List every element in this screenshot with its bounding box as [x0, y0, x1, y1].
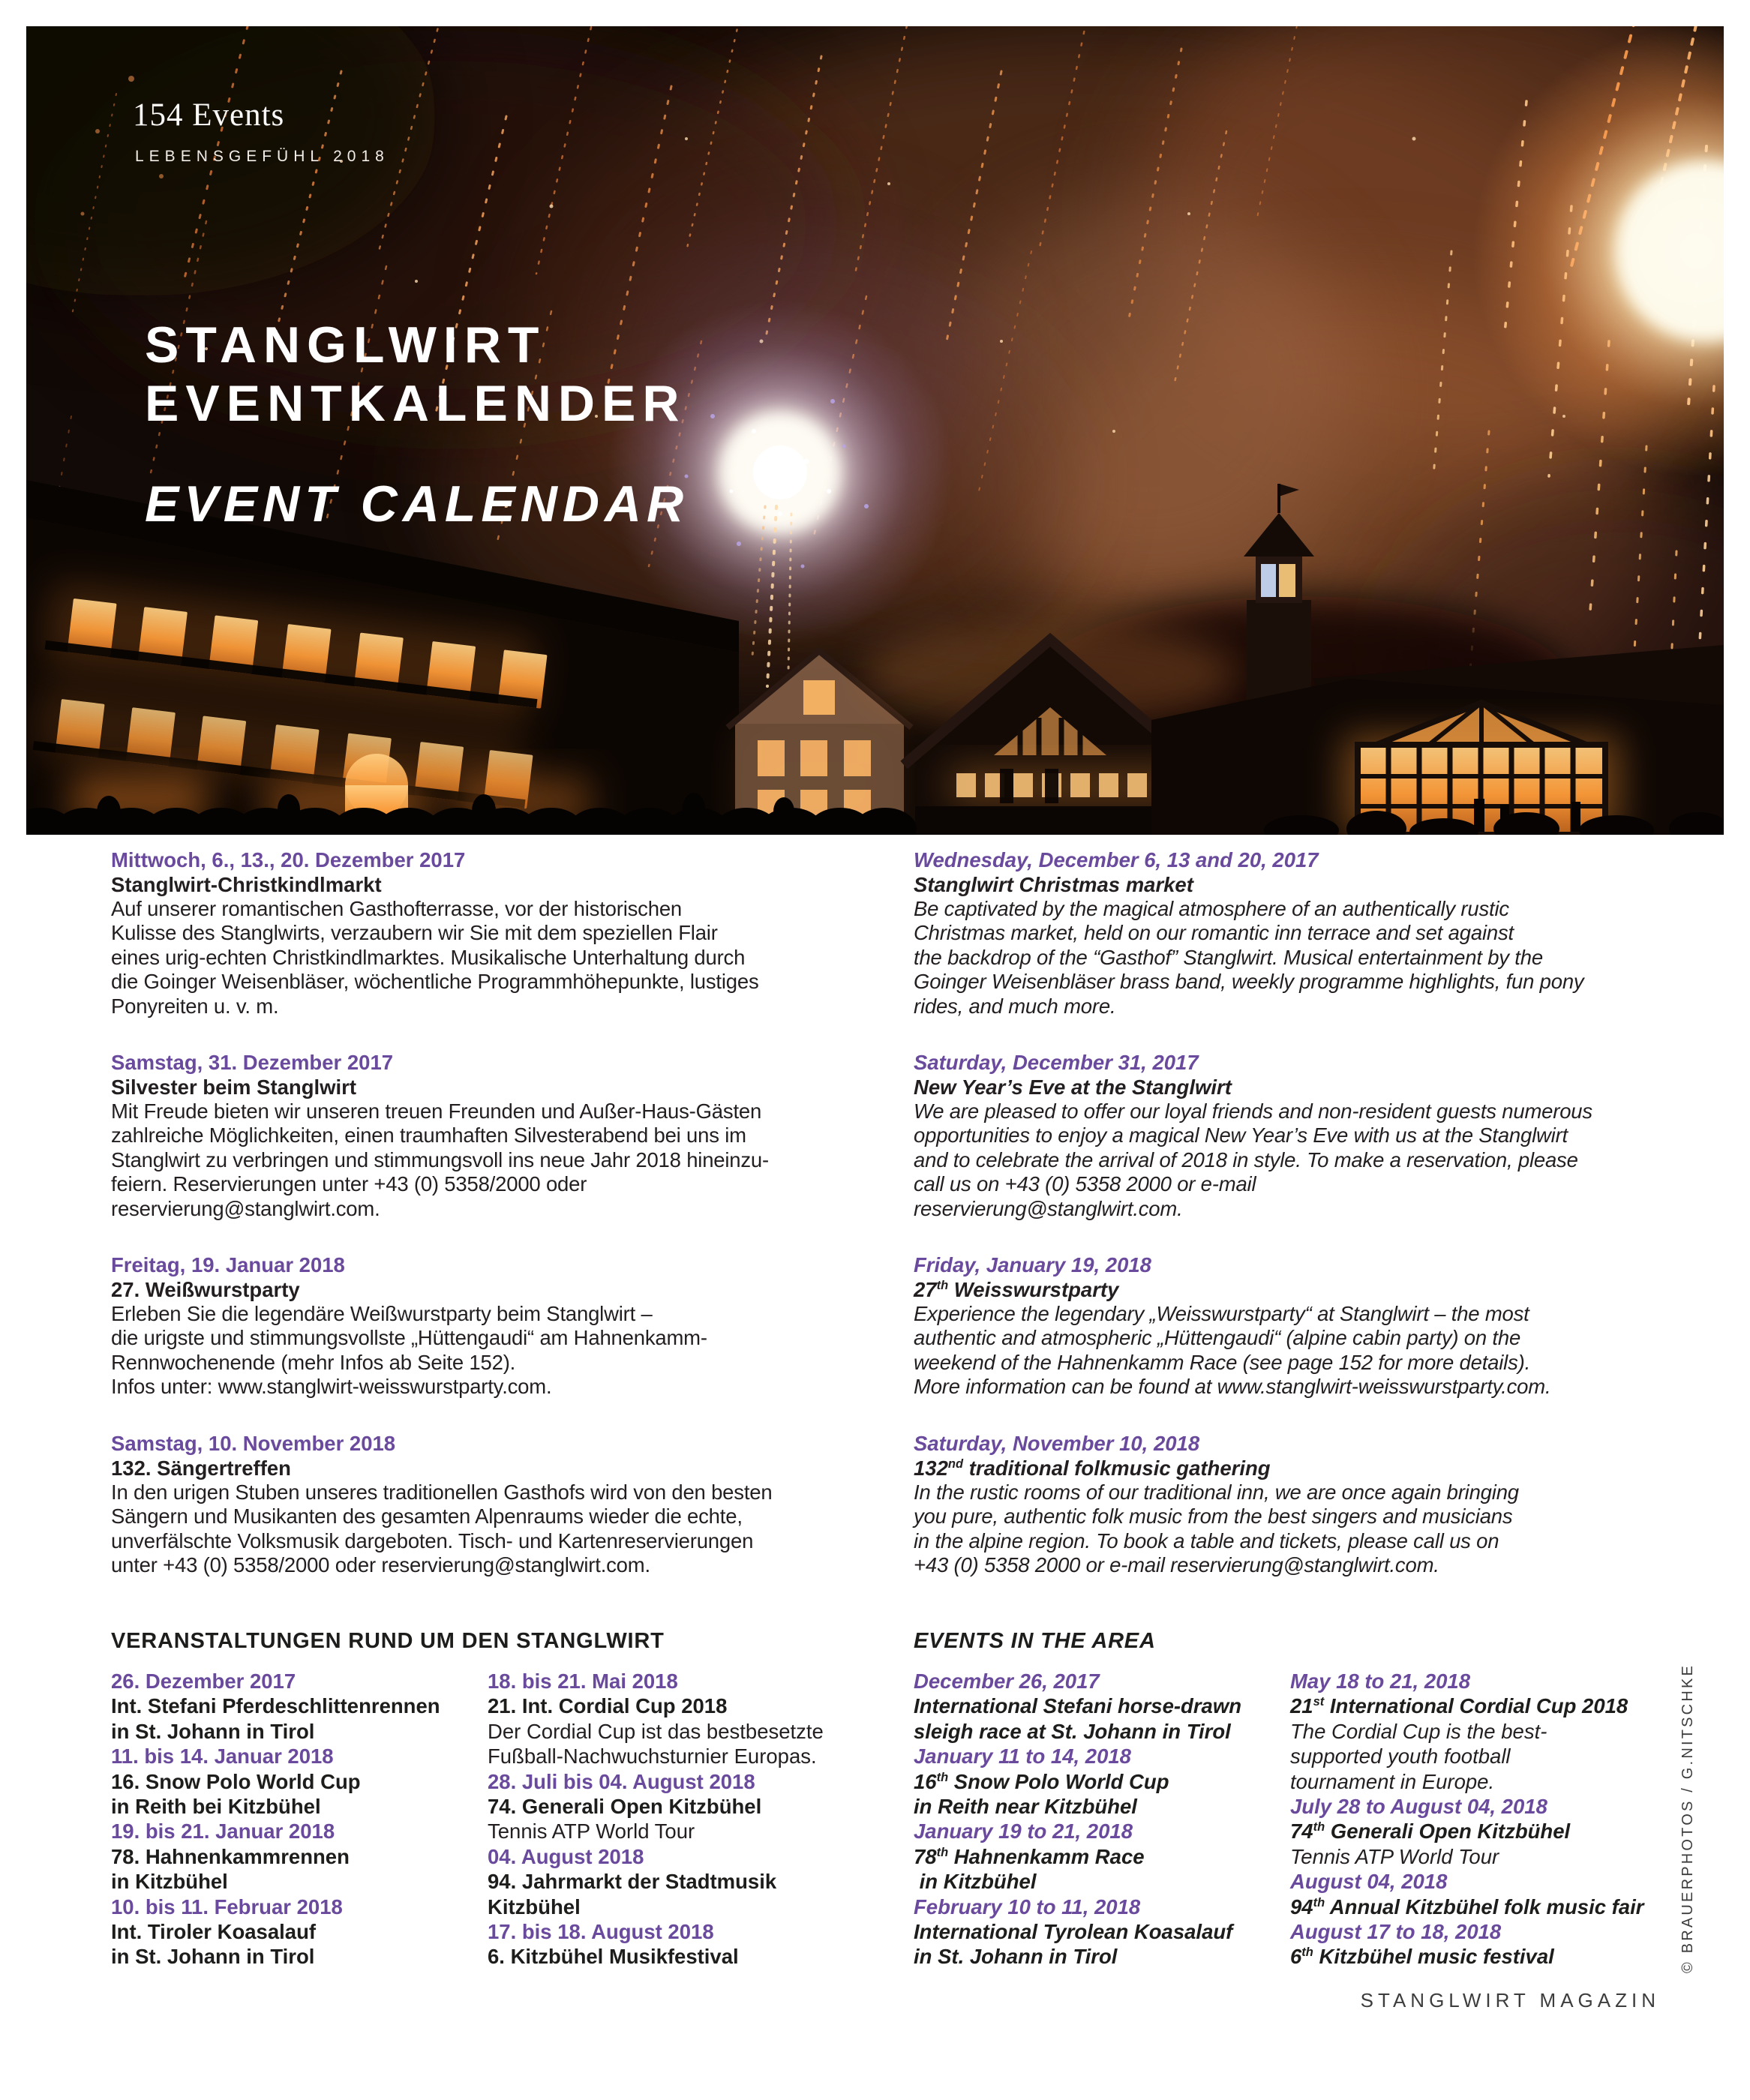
text-segment: Generali Open Kitzbühel [1325, 1820, 1571, 1844]
area-item [1290, 1944, 1643, 1969]
event-body-line: weekend of the Hahnenkamm Race (see page 152 for more details). [914, 1350, 1531, 1374]
text-segment: February 10 to 11, 2018 [914, 1894, 1141, 1918]
event-title [914, 1277, 1701, 1302]
text-segment: Snow Polo World Cup [948, 1769, 1169, 1793]
text-segment: Weisswurstparty [948, 1278, 1119, 1302]
event-body-line: We are pleased to offer our loyal friends and non-resident guests numerous [914, 1100, 1592, 1124]
event-body-line: the backdrop of the “Gasthof” Stanglwirt. Musical entertainment by the [914, 945, 1543, 969]
text-segment: Stanglwirt-Christkindlmarkt [111, 873, 382, 896]
event-body-line: Mit Freude bieten wir unseren treuen Freunden und Außer-Haus-Gästen [111, 1100, 762, 1124]
area-item [488, 1894, 824, 1919]
area-item [914, 1919, 1290, 1944]
event-body-line: die urigste und stimmungsvollste „Hüttengaudi“ am Hahnenkamm- [111, 1326, 707, 1350]
event-title [111, 1075, 899, 1100]
area-item [1290, 1694, 1643, 1718]
magazine-footer-label: STANGLWIRT MAGAZIN [1360, 1989, 1660, 2012]
text-segment: 132. Sängertreffen [111, 1456, 291, 1480]
event-body-line: In the rustic rooms of our traditional inn, we are once again bringing [914, 1480, 1519, 1504]
text-segment: December 26, 2017 [914, 1670, 1100, 1693]
event-body-line: zahlreiche Möglichkeiten, einen traumhaften Silvesterabend bei uns im [111, 1124, 746, 1148]
ordinal-suffix: st [1313, 1695, 1325, 1709]
area-item [1290, 1769, 1643, 1794]
area-item [488, 1819, 824, 1844]
text-segment: Int. Tiroler Koasalauf [111, 1920, 317, 1944]
photo-credit: © BRAUERPHOTOS / G.NITSCHKE [1679, 1663, 1696, 1973]
event-body [914, 1302, 1701, 1400]
event-body [914, 1100, 1701, 1221]
area-item [1290, 1669, 1643, 1694]
text-segment: Annual Kitzbühel folk music fair [1325, 1894, 1644, 1918]
events-column-english [914, 848, 1701, 1609]
event-date: Saturday, November 10, 2018 [914, 1431, 1200, 1455]
event-title [111, 1456, 899, 1480]
event-body-line: Auf unserer romantischen Gasthofterrasse, vor der historischen [111, 897, 683, 920]
event-body-line: Ponyreiten u. v. m. [111, 994, 279, 1018]
area-item [914, 1819, 1290, 1844]
area-item [914, 1769, 1290, 1794]
area-item [914, 1744, 1290, 1768]
area-item [1290, 1869, 1643, 1894]
text-segment: New Year’s Eve at the Stanglwirt [914, 1076, 1232, 1100]
text-segment: 10. bis 11. Februar 2018 [111, 1894, 343, 1918]
area-item [111, 1719, 488, 1744]
event-body-line: More information can be found at www.stanglwirt-weisswurstparty.com. [914, 1375, 1551, 1399]
area-item [111, 1844, 488, 1869]
event-title [111, 1277, 899, 1302]
area-item [488, 1694, 824, 1718]
text-segment: in St. Johann in Tirol [914, 1945, 1118, 1969]
area-item [1290, 1819, 1643, 1844]
text-segment: 21 [1290, 1694, 1313, 1718]
text-segment: 94 [1290, 1894, 1313, 1918]
event-date: Mittwoch, 6., 13., 20. Dezember 2017 [111, 848, 466, 872]
area-item [914, 1719, 1290, 1744]
area-english-column-2 [1290, 1669, 1643, 1970]
area-item [914, 1694, 1290, 1718]
area-item [111, 1794, 488, 1819]
event-body-line: Experience the legendary „Weisswurstparty“ at Stanglwirt – the most [914, 1302, 1529, 1326]
area-header-english: EVENTS IN THE AREA [914, 1629, 1156, 1653]
area-item [111, 1744, 488, 1768]
text-segment: International Tyrolean Koasalauf [914, 1920, 1233, 1944]
event-body-line: and to celebrate the arrival of 2018 in style. To make a reservation, please [914, 1148, 1578, 1172]
text-segment: 04. August 2018 [488, 1844, 644, 1868]
area-item [488, 1769, 824, 1794]
text-segment: 27 [914, 1278, 937, 1302]
event-body-line: reservierung@stanglwirt.com. [914, 1196, 1183, 1220]
event-body-line: Goinger Weisenbläser brass band, weekly programme highlights, fun pony [914, 970, 1584, 994]
event-body-line: Stanglwirt zu verbringen und stimmungsvoll ins neue Jahr 2018 hineinzu- [111, 1148, 769, 1172]
area-item [488, 1744, 824, 1768]
event-title [914, 1075, 1701, 1100]
text-segment: 94. Jahrmarkt der Stadtmusik [488, 1870, 777, 1894]
area-item [1290, 1844, 1643, 1869]
text-segment: supported youth football [1290, 1744, 1511, 1768]
event-date: Samstag, 10. November 2018 [111, 1431, 396, 1455]
event-section [111, 1252, 899, 1400]
area-item [1290, 1919, 1643, 1944]
text-segment: 11. bis 14. Januar 2018 [111, 1744, 334, 1768]
ordinal-suffix: nd [947, 1456, 964, 1471]
area-item [488, 1794, 824, 1819]
ordinal-suffix: th [936, 1278, 949, 1292]
text-segment: August 17 to 18, 2018 [1290, 1920, 1502, 1944]
page-title-english: EVENT CALENDAR [145, 476, 689, 532]
text-segment: 16. Snow Polo World Cup [111, 1769, 361, 1793]
event-title [914, 1456, 1701, 1480]
area-german-column-1 [111, 1669, 488, 1970]
text-segment: Int. Stefani Pferdeschlittenrennen [111, 1694, 440, 1718]
event-body-line: you pure, authentic folk music from the best singers and musicians [914, 1504, 1513, 1528]
event-body-line: Infos unter: www.stanglwirt-weisswurstparty.com. [111, 1375, 552, 1399]
text-segment: 26. Dezember 2017 [111, 1670, 296, 1693]
text-segment: 18. bis 21. Mai 2018 [488, 1670, 678, 1693]
text-segment: traditional folkmusic gathering [963, 1456, 1271, 1480]
event-body-line: In den urigen Stuben unseres traditionellen Gasthofs wird von den besten [111, 1480, 773, 1504]
area-header-german: VERANSTALTUNGEN RUND UM DEN STANGLWIRT [111, 1629, 665, 1653]
event-body-line: call us on +43 (0) 5358 2000 or e-mail [914, 1172, 1256, 1196]
area-item [488, 1944, 824, 1969]
page-number-kicker: 154 Events [133, 98, 285, 133]
event-title [111, 872, 899, 897]
text-segment: 16 [914, 1769, 937, 1793]
ordinal-suffix: th [1313, 1820, 1325, 1834]
event-body-line: unter +43 (0) 5358/2000 oder reservierung@stanglwirt.com. [111, 1552, 650, 1576]
text-segment: 27. Weißwurstparty [111, 1278, 300, 1302]
area-events-english [914, 1629, 1643, 1970]
event-body [914, 897, 1701, 1018]
text-segment: 17. bis 18. August 2018 [488, 1920, 714, 1944]
event-section [914, 848, 1701, 1018]
event-body-line: in the alpine region. To book a table and tickets, please call us on [914, 1528, 1499, 1552]
text-segment: May 18 to 21, 2018 [1290, 1670, 1471, 1693]
text-segment: Kitzbühel [488, 1894, 581, 1918]
text-segment: Silvester beim Stanglwirt [111, 1076, 357, 1100]
text-segment: Fußball-Nachwuchsturnier Europas. [488, 1744, 817, 1768]
text-segment: Hahnenkamm Race [948, 1844, 1145, 1868]
area-item [1290, 1744, 1643, 1768]
text-segment: in Reith near Kitzbühel [914, 1795, 1137, 1819]
event-body-line: rides, and much more. [914, 994, 1116, 1018]
page-title-german [145, 316, 686, 433]
area-item [488, 1844, 824, 1869]
ordinal-suffix: th [936, 1845, 949, 1859]
area-item [914, 1844, 1290, 1869]
area-item [914, 1869, 1290, 1894]
event-section [914, 1431, 1701, 1578]
event-section [111, 1050, 899, 1221]
event-date: Friday, January 19, 2018 [914, 1253, 1151, 1277]
text-segment: The Cordial Cup is the best- [1290, 1719, 1547, 1743]
event-body-line: +43 (0) 5358 2000 or e-mail reservierung@stanglwirt.com. [914, 1552, 1439, 1576]
event-body-line: unverfälschte Volksmusik dargeboten. Tisch- und Kartenreservierungen [111, 1528, 754, 1552]
event-section [914, 1050, 1701, 1221]
text-segment: January 11 to 14, 2018 [914, 1744, 1131, 1768]
area-item [488, 1669, 824, 1694]
event-body [111, 897, 899, 1018]
text-segment: Tennis ATP World Tour [488, 1820, 695, 1844]
ordinal-suffix: th [1313, 1895, 1325, 1910]
text-segment: in Reith bei Kitzbühel [111, 1795, 321, 1819]
text-segment: in Kitzbühel [914, 1870, 1037, 1894]
event-body-line: reservierung@stanglwirt.com. [111, 1196, 380, 1220]
event-body-line: die Goinger Weisenbläser, wöchentliche Programmhöhepunkte, lustiges [111, 970, 759, 994]
event-date: Saturday, December 31, 2017 [914, 1051, 1199, 1075]
events-column-german [111, 848, 899, 1609]
text-segment: 28. Juli bis 04. August 2018 [488, 1769, 755, 1793]
text-segment: in Kitzbühel [111, 1870, 228, 1894]
area-item [111, 1894, 488, 1919]
event-title [914, 872, 1701, 897]
area-item [914, 1794, 1290, 1819]
area-item [488, 1919, 824, 1944]
text-segment: International Cordial Cup 2018 [1324, 1694, 1628, 1718]
event-body-line: eines urig-echten Christkindlmarktes. Musikalische Unterhaltung durch [111, 945, 746, 969]
text-segment: Stanglwirt Christmas market [914, 873, 1193, 896]
text-segment: August 04, 2018 [1290, 1870, 1448, 1894]
event-body-line: Kulisse des Stanglwirts, verzaubern wir Sie mit dem speziellen Flair [111, 921, 718, 945]
text-segment: 19. bis 21. Januar 2018 [111, 1820, 335, 1844]
event-body [111, 1100, 899, 1221]
area-german-column-2 [488, 1669, 824, 1970]
text-segment: 78. Hahnenkammrennen [111, 1844, 350, 1868]
text-segment: 74 [1290, 1820, 1313, 1844]
event-body-line: Sängern und Musikanten des gesamten Alpenraums wieder die echte, [111, 1504, 743, 1528]
event-section [111, 1431, 899, 1578]
text-segment: 132 [914, 1456, 948, 1480]
event-date: Wednesday, December 6, 13 and 20, 2017 [914, 848, 1319, 872]
event-date: Freitag, 19. Januar 2018 [111, 1253, 345, 1277]
area-english-column-1 [914, 1669, 1290, 1970]
hero-photo [26, 26, 1724, 835]
area-item [488, 1719, 824, 1744]
area-item [111, 1694, 488, 1718]
event-section [111, 848, 899, 1018]
area-item [488, 1869, 824, 1894]
area-item [111, 1869, 488, 1894]
area-item [1290, 1894, 1643, 1919]
event-section [914, 1252, 1701, 1400]
page-title-line2: EVENTKALENDER [145, 375, 686, 432]
text-segment: January 19 to 21, 2018 [914, 1820, 1133, 1844]
text-segment: Kitzbühel music festival [1313, 1945, 1554, 1969]
area-item [914, 1669, 1290, 1694]
text-segment: Der Cordial Cup ist das bestbesetzte [488, 1719, 824, 1743]
event-body-line: Rennwochenende (mehr Infos ab Seite 152). [111, 1350, 516, 1374]
text-segment: 6 [1290, 1945, 1302, 1969]
text-segment: sleigh race at St. Johann in Tirol [914, 1719, 1231, 1743]
event-date: Samstag, 31. Dezember 2017 [111, 1051, 394, 1075]
area-item [111, 1769, 488, 1794]
area-item [1290, 1794, 1643, 1819]
event-body [111, 1480, 899, 1578]
event-body-line: authentic and atmospheric „Hüttengaudi“ (alpine cabin party) on the [914, 1326, 1521, 1350]
text-segment: 21. Int. Cordial Cup 2018 [488, 1694, 728, 1718]
ordinal-suffix: th [1301, 1946, 1313, 1960]
text-segment: July 28 to August 04, 2018 [1290, 1795, 1547, 1819]
area-item [1290, 1719, 1643, 1744]
event-body [914, 1480, 1701, 1578]
area-item [111, 1944, 488, 1969]
text-segment: International Stefani horse-drawn [914, 1694, 1242, 1718]
text-segment: tournament in Europe. [1290, 1769, 1495, 1793]
page-title-line1: STANGLWIRT [145, 316, 546, 374]
area-item [914, 1944, 1290, 1969]
event-body [111, 1302, 899, 1400]
area-item [914, 1894, 1290, 1919]
area-item [111, 1919, 488, 1944]
event-body-line: opportunities to enjoy a magical New Year’s Eve with us at the Stanglwirt [914, 1124, 1568, 1148]
text-segment: in St. Johann in Tirol [111, 1945, 315, 1969]
text-segment: 6. Kitzbühel Musikfestival [488, 1945, 739, 1969]
area-item [111, 1819, 488, 1844]
text-segment: 74. Generali Open Kitzbühel [488, 1795, 762, 1819]
text-segment: Tennis ATP World Tour [1290, 1844, 1499, 1868]
event-body-line: Erleben Sie die legendäre Weißwurstparty beim Stanglwirt – [111, 1302, 653, 1326]
text-segment: in St. Johann in Tirol [111, 1719, 315, 1743]
text-segment: 78 [914, 1844, 937, 1868]
event-body-line: feiern. Reservierungen unter +43 (0) 5358/2000 oder [111, 1172, 587, 1196]
magazine-edition-label: LEBENSGEFÜHL 2018 [135, 148, 389, 165]
ordinal-suffix: th [936, 1770, 949, 1784]
area-item [111, 1669, 488, 1694]
event-body-line: Christmas market, held on our romantic inn terrace and set against [914, 921, 1514, 945]
area-events-german [111, 1629, 824, 1970]
event-body-line: Be captivated by the magical atmosphere of an authentically rustic [914, 897, 1509, 920]
